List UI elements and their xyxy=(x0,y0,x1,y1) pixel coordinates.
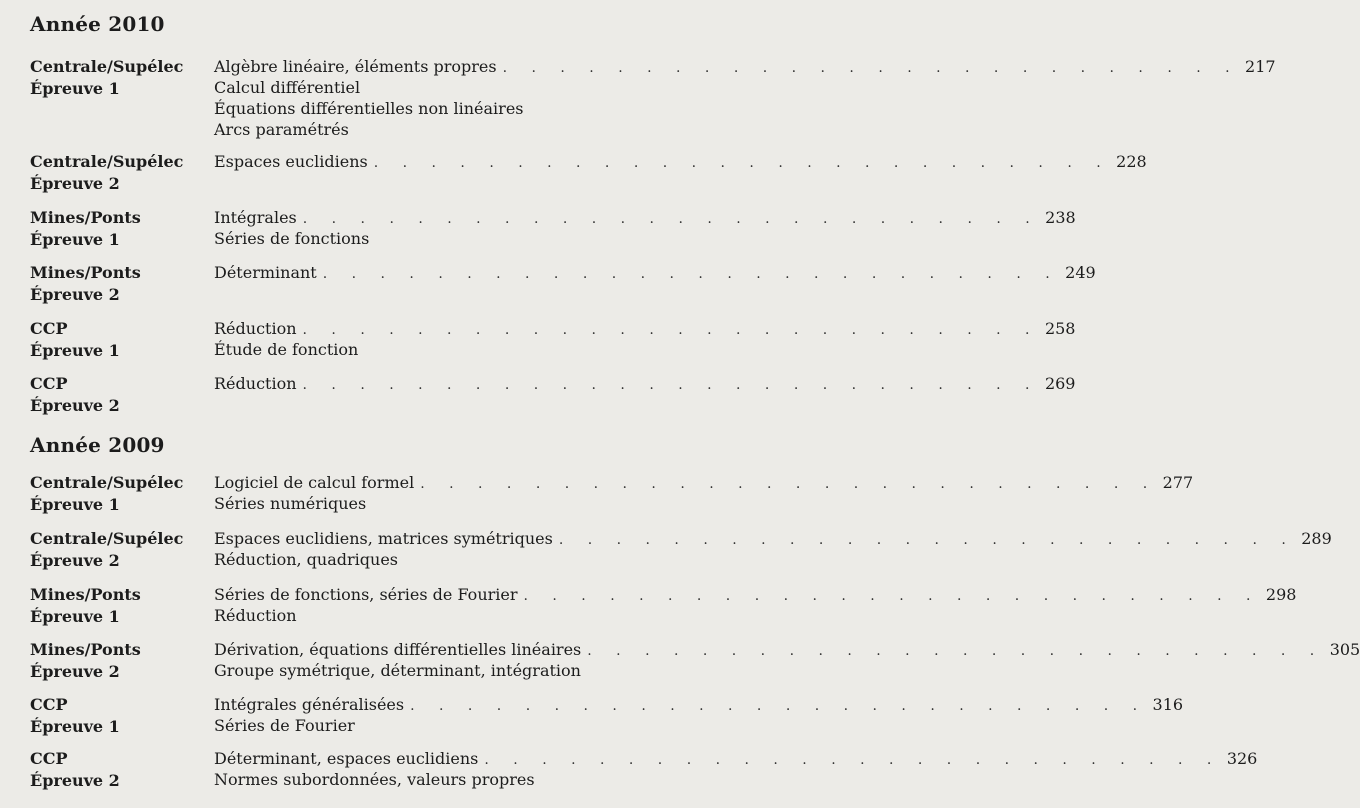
topic: Réduction, quadriques xyxy=(214,550,398,569)
toc-entry xyxy=(30,584,1297,638)
exam-name: CCP xyxy=(30,695,68,714)
exam-name: Mines/Ponts xyxy=(30,640,141,659)
topic-list xyxy=(214,584,1297,626)
topic: Équations différentielles non linéaires xyxy=(214,99,524,118)
toc-entry xyxy=(30,748,1258,802)
page-number: 298 xyxy=(1265,585,1297,604)
topic: Étude de fonction xyxy=(214,340,359,359)
page-number: 305 xyxy=(1329,640,1360,659)
exam-part: Épreuve 1 xyxy=(30,230,120,249)
topic: Logiciel de calcul formel xyxy=(214,473,415,492)
exam-part: Épreuve 2 xyxy=(30,551,120,570)
page-number: 277 xyxy=(1162,473,1194,492)
exam-label xyxy=(30,207,215,251)
exam-name: CCP xyxy=(30,319,68,338)
topic: Intégrales xyxy=(214,208,297,227)
dot-leader: . . . . . . . . . . . . . . . . . . . . . . . . . . xyxy=(302,377,1040,393)
page-number: 269 xyxy=(1044,374,1076,393)
exam-name: Centrale/Supélec xyxy=(30,473,184,492)
dot-leader: . . . . . . . . . . . . . . . . . . . . . . . . . . xyxy=(484,752,1222,768)
topic: Intégrales généralisées xyxy=(214,695,405,714)
section-title-2009: Année 2009 xyxy=(30,433,165,457)
dot-leader: . . . . . . . . . . . . . . . . . . . . . . . . . . xyxy=(502,60,1240,76)
page-number: 258 xyxy=(1044,319,1076,338)
toc-entry xyxy=(30,472,1194,526)
topic: Séries numériques xyxy=(214,494,367,513)
exam-part: Épreuve 2 xyxy=(30,285,120,304)
toc-entry xyxy=(30,639,1360,693)
page-number: 217 xyxy=(1245,57,1276,76)
exam-part: Épreuve 2 xyxy=(30,174,120,193)
dot-leader: . . . . . . . . . . . . . . . . . . . . . . . . . . xyxy=(420,476,1158,492)
topic-list xyxy=(214,318,1076,360)
topic-list xyxy=(214,262,1096,283)
exam-part: Épreuve 2 xyxy=(30,771,120,790)
exam-label xyxy=(30,748,215,792)
topic: Normes subordonnées, valeurs propres xyxy=(214,770,535,789)
topic: Déterminant xyxy=(214,263,317,282)
exam-label xyxy=(30,318,215,362)
toc-entry xyxy=(30,373,1076,427)
topic: Déterminant, espaces euclidiens xyxy=(214,749,479,768)
exam-name: Centrale/Supélec xyxy=(30,152,184,171)
toc-entry xyxy=(30,56,1276,139)
dot-leader: . . . . . . . . . . . . . . . . . . . . . . . . . . xyxy=(587,643,1325,659)
topic-list xyxy=(214,151,1147,172)
page-number: 228 xyxy=(1116,152,1147,171)
dot-leader: . . . . . . . . . . . . . . . . . . . . . . . . . . xyxy=(373,155,1111,171)
toc-entry xyxy=(30,694,1184,748)
exam-name: Centrale/Supélec xyxy=(30,57,184,76)
exam-label xyxy=(30,472,215,516)
topic-list xyxy=(214,748,1258,790)
exam-part: Épreuve 1 xyxy=(30,717,120,736)
exam-name: CCP xyxy=(30,749,68,768)
exam-name: Mines/Ponts xyxy=(30,263,141,282)
section-title-2010: Année 2010 xyxy=(30,12,165,36)
page-number: 326 xyxy=(1226,749,1258,768)
toc-entry xyxy=(30,207,1076,261)
exam-label xyxy=(30,528,215,572)
topic-list xyxy=(214,694,1184,736)
topic: Calcul différentiel xyxy=(214,78,361,97)
exam-name: Mines/Ponts xyxy=(30,585,141,604)
exam-part: Épreuve 1 xyxy=(30,607,120,626)
topic-list xyxy=(214,373,1076,394)
dot-leader: . . . . . . . . . . . . . . . . . . . . . . . . . . xyxy=(558,532,1296,548)
topic: Séries de fonctions, séries de Fourier xyxy=(214,585,518,604)
topic: Arcs paramétrés xyxy=(214,120,349,139)
dot-leader: . . . . . . . . . . . . . . . . . . . . . . . . . . xyxy=(302,322,1040,338)
exam-part: Épreuve 1 xyxy=(30,495,120,514)
topic: Dérivation, équations différentielles linéaires xyxy=(214,640,582,659)
exam-label xyxy=(30,373,215,417)
page-number: 249 xyxy=(1065,263,1096,282)
exam-name: Mines/Ponts xyxy=(30,208,141,227)
topic: Espaces euclidiens, matrices symétriques xyxy=(214,529,553,548)
topic: Réduction xyxy=(214,319,297,338)
topic: Algèbre linéaire, éléments propres xyxy=(214,57,497,76)
exam-name: CCP xyxy=(30,374,68,393)
exam-part: Épreuve 2 xyxy=(30,662,120,681)
topic-list xyxy=(214,528,1332,570)
dot-leader: . . . . . . . . . . . . . . . . . . . . . . . . . . xyxy=(302,211,1040,227)
topic: Espaces euclidiens xyxy=(214,152,368,171)
exam-name: Centrale/Supélec xyxy=(30,529,184,548)
exam-part: Épreuve 1 xyxy=(30,341,120,360)
exam-part: Épreuve 2 xyxy=(30,396,120,415)
dot-leader: . . . . . . . . . . . . . . . . . . . . . . . . . . xyxy=(523,588,1261,604)
toc-entry xyxy=(30,262,1096,316)
page-number: 316 xyxy=(1152,695,1184,714)
toc-entry xyxy=(30,318,1076,372)
dot-leader: . . . . . . . . . . . . . . . . . . . . . . . . . . xyxy=(322,266,1060,282)
exam-label xyxy=(30,56,215,100)
topic: Réduction xyxy=(214,374,297,393)
exam-label xyxy=(30,694,215,738)
topic-list xyxy=(214,207,1076,249)
topic: Séries de fonctions xyxy=(214,229,370,248)
page-number: 289 xyxy=(1301,529,1332,548)
page-number: 238 xyxy=(1045,208,1076,227)
exam-label xyxy=(30,639,215,683)
exam-part: Épreuve 1 xyxy=(30,79,120,98)
topic-list xyxy=(214,56,1276,140)
topic-list xyxy=(214,639,1360,681)
topic: Séries de Fourier xyxy=(214,716,355,735)
exam-label xyxy=(30,584,215,628)
dot-leader: . . . . . . . . . . . . . . . . . . . . . . . . . . xyxy=(410,698,1148,714)
exam-label xyxy=(30,262,215,306)
toc-entry xyxy=(30,151,1147,205)
exam-label xyxy=(30,151,215,195)
toc-entry xyxy=(30,528,1332,582)
topic: Groupe symétrique, déterminant, intégration xyxy=(214,661,581,680)
topic-list xyxy=(214,472,1194,514)
topic: Réduction xyxy=(214,606,297,625)
